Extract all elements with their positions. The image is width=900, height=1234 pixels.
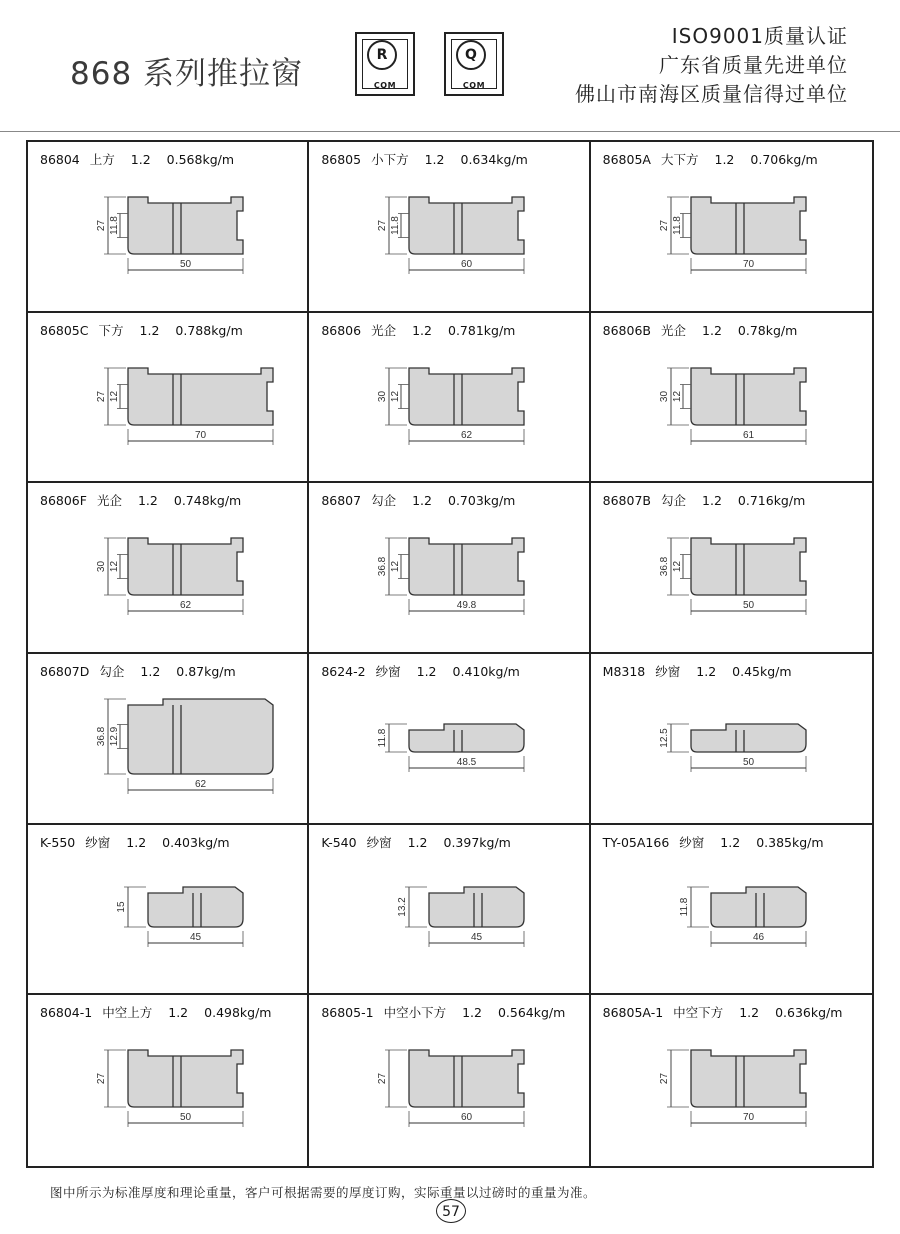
profile-drawing: [309, 654, 590, 824]
height-dimension: 36.8: [377, 557, 389, 577]
profile-drawing: [309, 995, 590, 1165]
profile-outline: [691, 1050, 806, 1107]
profile-name: 上方: [89, 152, 115, 167]
profile-thickness: 1.2: [720, 834, 741, 850]
cert-foshan: 佛山市南海区质量信得过单位: [575, 82, 848, 106]
profile-code: 86804: [40, 152, 80, 167]
profile-outline: [691, 197, 806, 254]
profile-thickness: 1.2: [739, 1005, 760, 1021]
profile-weight: 0.703kg/m: [448, 493, 516, 509]
height-dimension: 30: [658, 390, 670, 402]
inner-dimension: 12: [671, 390, 683, 402]
profile-code: K-550: [40, 834, 76, 850]
profile-weight: 0.636kg/m: [775, 1005, 843, 1021]
profile-code: TY-05A166: [602, 834, 670, 850]
profile-cell: [309, 654, 590, 825]
profile-cell: [309, 483, 590, 654]
profile-code: 86804-1: [40, 1005, 93, 1021]
profile-weight: 0.568kg/m: [166, 152, 235, 167]
cqm-r-logo: [355, 32, 415, 96]
profile-outline: [128, 197, 243, 254]
profile-cell: [28, 825, 309, 996]
profile-outline: [128, 368, 273, 425]
profile-code: 86806: [321, 322, 362, 338]
profile-cell: [591, 142, 872, 313]
profile-cell: [309, 825, 590, 996]
height-dimension: 27: [377, 1073, 389, 1085]
inner-dimension: 11.8: [109, 216, 120, 235]
profile-weight: 0.788kg/m: [175, 322, 243, 338]
width-dimension: 50: [742, 600, 754, 612]
profile-outline: [128, 1050, 243, 1107]
profile-drawing: [28, 313, 309, 483]
profile-name: 小下方: [371, 152, 409, 167]
profile-weight: 0.634kg/m: [460, 152, 528, 167]
profile-code: 86805A: [602, 152, 651, 167]
profile-drawing: [309, 313, 590, 483]
profile-thickness: 1.2: [137, 493, 158, 509]
profile-outline: [409, 197, 524, 254]
profile-thickness: 1.2: [130, 152, 151, 167]
height-dimension: 36.8: [96, 726, 107, 747]
page-number: 57: [436, 1199, 466, 1223]
profile-weight: 0.385kg/m: [756, 834, 824, 850]
profile-outline: [409, 368, 524, 425]
width-dimension: 60: [461, 259, 473, 270]
profile-cell: [28, 654, 309, 825]
profile-weight: 0.716kg/m: [737, 493, 806, 509]
inner-dimension: 12: [390, 561, 402, 573]
profile-code: K-540: [321, 834, 357, 850]
profile-thickness: 1.2: [416, 664, 437, 679]
profile-weight: 0.564kg/m: [497, 1005, 566, 1021]
profile-thickness: 1.2: [168, 1005, 189, 1021]
height-dimension: 11.8: [678, 897, 690, 917]
profile-name: 光企: [371, 322, 397, 338]
profile-drawing: [28, 483, 309, 653]
profile-drawing: [28, 654, 309, 824]
profile-thickness: 1.2: [696, 664, 717, 679]
header-divider: [0, 131, 900, 132]
profile-weight: 0.706kg/m: [750, 152, 818, 167]
logo-r-caption: CQM: [373, 81, 397, 90]
cert-iso: ISO9001质量认证: [671, 24, 848, 48]
page-title: 868 系列推拉窗: [70, 56, 304, 92]
profile-code: 86805-1: [321, 1005, 374, 1021]
height-dimension: 36.8: [658, 557, 670, 577]
profile-code: 86805: [321, 152, 362, 167]
width-dimension: 50: [742, 757, 754, 768]
profile-outline: [711, 887, 806, 927]
profile-cell: [28, 995, 309, 1166]
profile-outline: [128, 699, 273, 774]
footnote: 图中所示为标准厚度和理论重量，客户可根据需要的厚度订购，实际重量以过磅时的重量为准。: [50, 1185, 597, 1200]
logo-q-letter: Q: [456, 40, 486, 70]
profile-thickness: 1.2: [702, 322, 722, 338]
profile-cell: [591, 654, 872, 825]
profile-cell: [309, 995, 590, 1166]
profile-thickness: 1.2: [126, 834, 147, 850]
profile-cell: [28, 142, 309, 313]
height-dimension: 12.5: [658, 728, 670, 748]
profile-thickness: 1.2: [702, 493, 722, 509]
profile-cell: [591, 483, 872, 654]
inner-dimension: 12.9: [109, 726, 120, 747]
profile-drawing: [309, 483, 590, 653]
profile-name: 纱窗: [655, 664, 681, 679]
profile-code: 86807D: [40, 664, 90, 679]
logo-q-caption: CQM: [462, 81, 486, 90]
profile-weight: 0.78kg/m: [737, 322, 798, 338]
profile-drawing: [591, 825, 872, 995]
profile-grid: [26, 140, 874, 1168]
profile-name: 光企: [96, 493, 122, 509]
profile-outline: [409, 724, 524, 752]
profile-name: 纱窗: [375, 664, 401, 679]
profile-name: 纱窗: [85, 834, 111, 850]
profile-cell: [309, 313, 590, 484]
profile-thickness: 1.2: [412, 493, 432, 509]
profile-weight: 0.87kg/m: [176, 664, 236, 679]
width-dimension: 70: [742, 1112, 754, 1124]
cqm-q-logo: [444, 32, 504, 96]
profile-thickness: 1.2: [462, 1005, 482, 1021]
inner-dimension: 12: [390, 390, 402, 402]
profile-name: 勾企: [371, 493, 397, 509]
height-dimension: 30: [377, 390, 389, 402]
width-dimension: 70: [742, 259, 754, 270]
profile-weight: 0.781kg/m: [448, 322, 516, 338]
profile-weight: 0.410kg/m: [452, 664, 520, 679]
cert-guangdong: 广东省质量先进单位: [659, 53, 848, 77]
height-dimension: 27: [96, 1073, 107, 1085]
profile-name: 纱窗: [679, 834, 705, 850]
height-dimension: 27: [96, 390, 107, 402]
profile-drawing: [591, 654, 872, 824]
profile-thickness: 1.2: [424, 152, 445, 167]
profile-cell: [28, 313, 309, 484]
profile-drawing: [309, 825, 590, 995]
profile-code: 86806F: [40, 493, 87, 509]
logo-r-letter: R: [367, 40, 397, 70]
inner-dimension: 12: [109, 561, 120, 573]
width-dimension: 49.8: [457, 600, 477, 612]
width-dimension: 48.5: [457, 757, 477, 768]
profile-weight: 0.397kg/m: [443, 834, 511, 850]
profile-name: 中空下方: [673, 1005, 724, 1021]
width-dimension: 62: [179, 600, 192, 612]
profile-outline: [429, 887, 524, 927]
width-dimension: 46: [752, 931, 764, 943]
width-dimension: 50: [179, 1112, 192, 1124]
profile-thickness: 1.2: [412, 322, 432, 338]
profile-name: 纱窗: [366, 834, 392, 850]
profile-cell: [309, 142, 590, 313]
profile-cell: [591, 995, 872, 1166]
profile-name: 光企: [661, 322, 687, 338]
profile-outline: [409, 1050, 524, 1107]
profile-thickness: 1.2: [140, 664, 161, 679]
profile-outline: [409, 538, 524, 595]
width-dimension: 61: [742, 429, 754, 441]
profile-drawing: [591, 995, 872, 1165]
profile-code: 86807: [321, 493, 362, 509]
profile-outline: [691, 538, 806, 595]
width-dimension: 45: [189, 931, 202, 943]
height-dimension: 27: [658, 1073, 670, 1085]
width-dimension: 62: [194, 779, 207, 790]
height-dimension: 27: [377, 219, 389, 232]
certifications: [575, 22, 848, 109]
profile-drawing: [28, 995, 309, 1165]
profile-cell: [28, 483, 309, 654]
profile-cell: [591, 313, 872, 484]
profile-drawing: [309, 142, 590, 312]
profile-drawing: [591, 483, 872, 653]
profile-outline: [148, 887, 243, 927]
profile-outline: [691, 724, 806, 752]
height-dimension: 13.2: [397, 896, 409, 917]
height-dimension: 30: [96, 561, 107, 573]
inner-dimension: 11.8: [390, 216, 402, 235]
profile-thickness: 1.2: [139, 322, 160, 338]
width-dimension: 62: [461, 429, 473, 441]
height-dimension: 27: [96, 219, 107, 232]
profile-name: 大下方: [660, 152, 699, 167]
profile-code: 86806B: [602, 322, 651, 338]
profile-thickness: 1.2: [407, 834, 428, 850]
height-dimension: 27: [658, 219, 670, 232]
profile-name: 勾企: [99, 664, 125, 679]
inner-dimension: 12: [671, 561, 683, 573]
inner-dimension: 11.8: [671, 216, 683, 235]
profile-weight: 0.45kg/m: [732, 664, 792, 679]
profile-code: 8624-2: [321, 664, 366, 679]
inner-dimension: 12: [109, 390, 120, 402]
profile-cell: [591, 825, 872, 996]
profile-code: 86805A-1: [602, 1005, 664, 1021]
profile-outline: [128, 538, 243, 595]
profile-outline: [691, 368, 806, 425]
profile-name: 中空上方: [102, 1005, 153, 1021]
height-dimension: 15: [116, 901, 127, 913]
profile-code: 86805C: [40, 322, 89, 338]
profile-code: M8318: [602, 664, 646, 679]
width-dimension: 60: [461, 1112, 473, 1124]
profile-name: 中空小下方: [383, 1005, 447, 1021]
width-dimension: 70: [194, 429, 207, 441]
profile-name: 下方: [98, 322, 124, 338]
width-dimension: 50: [179, 259, 192, 270]
profile-thickness: 1.2: [714, 152, 735, 167]
profile-name: 勾企: [661, 493, 687, 509]
profile-weight: 0.498kg/m: [204, 1005, 272, 1021]
profile-drawing: [591, 313, 872, 483]
profile-weight: 0.748kg/m: [173, 493, 242, 509]
profile-drawing: [28, 142, 309, 312]
width-dimension: 45: [471, 931, 483, 943]
profile-weight: 0.403kg/m: [162, 834, 230, 850]
profile-code: 86807B: [602, 493, 651, 509]
profile-drawing: [591, 142, 872, 312]
profile-drawing: [28, 825, 309, 995]
height-dimension: 11.8: [377, 728, 389, 748]
